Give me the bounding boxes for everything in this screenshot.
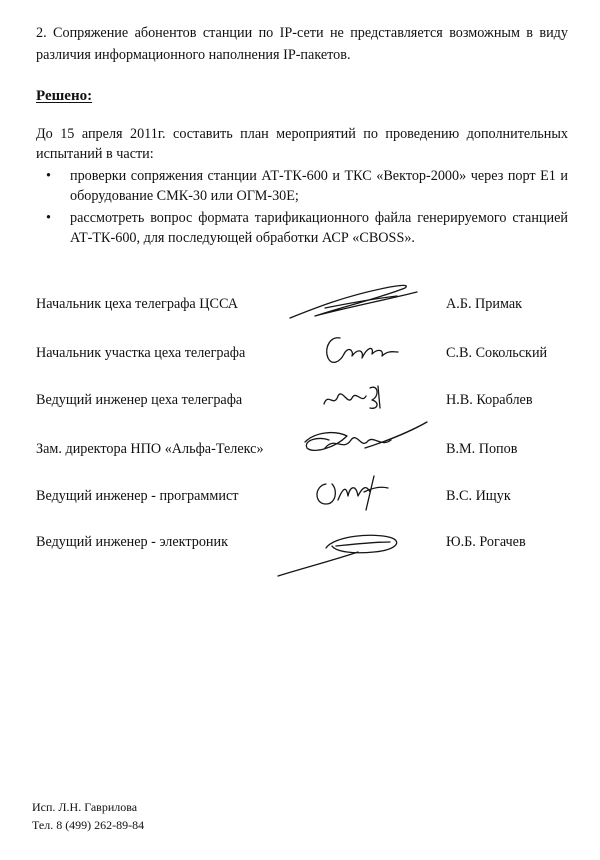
signature-2-image xyxy=(318,330,408,370)
signatory-position: Зам. директора НПО «Альфа-Телекс» xyxy=(36,441,264,457)
signatory-position: Начальник участка цеха телеграфа xyxy=(36,345,246,361)
signatory-row-3 xyxy=(36,388,568,412)
signatory-name: С.В. Сокольский xyxy=(446,345,548,361)
signatory-name: В.С. Ищук xyxy=(446,488,511,504)
decision-bullet-list xyxy=(36,166,568,250)
bullet-icon: • xyxy=(46,210,51,226)
signatory-position: Начальник цеха телеграфа ЦССА xyxy=(36,296,238,312)
signatory-row-5 xyxy=(36,484,568,508)
resolved-heading: Решено: xyxy=(36,88,93,104)
signature-5-image xyxy=(308,470,398,516)
signatory-name: А.Б. Примак xyxy=(446,296,523,312)
signature-6-image xyxy=(274,520,414,582)
signature-3-image xyxy=(318,378,398,416)
bullet-text-1: проверки сопряжения станции АТ-ТК-600 и ТКС «Вектор-2000» через порт Е1 и оборудование СМК-30 или ОГМ-30Е; xyxy=(70,168,568,204)
signatory-position: Ведущий инженер - электроник xyxy=(36,534,228,550)
signature-1-image xyxy=(285,278,425,328)
executor-line: Исп. Л.Н. Гаврилова xyxy=(32,800,138,814)
signatory-row-2 xyxy=(36,341,568,365)
signature-4-image xyxy=(295,418,435,464)
signatory-name: Ю.Б. Рогачев xyxy=(446,534,526,550)
bullet-icon: • xyxy=(46,168,51,184)
bullet-item-1 xyxy=(36,166,568,206)
signatory-name: В.М. Попов xyxy=(446,441,518,457)
paragraph-2: 2. Сопряжение абонентов станции по IP-сети не представляется возможным в виду различия информационного наполнения IP-пакетов. xyxy=(36,25,568,63)
signatory-name: Н.В. Кораблев xyxy=(446,392,533,408)
signatory-position: Ведущий инженер - программист xyxy=(36,488,239,504)
signatory-position: Ведущий инженер цеха телеграфа xyxy=(36,392,243,408)
bullet-text-2: рассмотреть вопрос формата тарификационного файла генерируемого станцией АТ-ТК-600, для последующей обработки АСР «CBOSS». xyxy=(70,210,568,246)
bullet-item-2 xyxy=(36,208,568,248)
decision-intro: До 15 апреля 2011г. составить план мероприятий по проведению дополнительных испытаний в части: xyxy=(36,126,568,162)
phone-line: Тел. 8 (499) 262-89-84 xyxy=(32,818,145,832)
footer-contact xyxy=(32,798,144,834)
